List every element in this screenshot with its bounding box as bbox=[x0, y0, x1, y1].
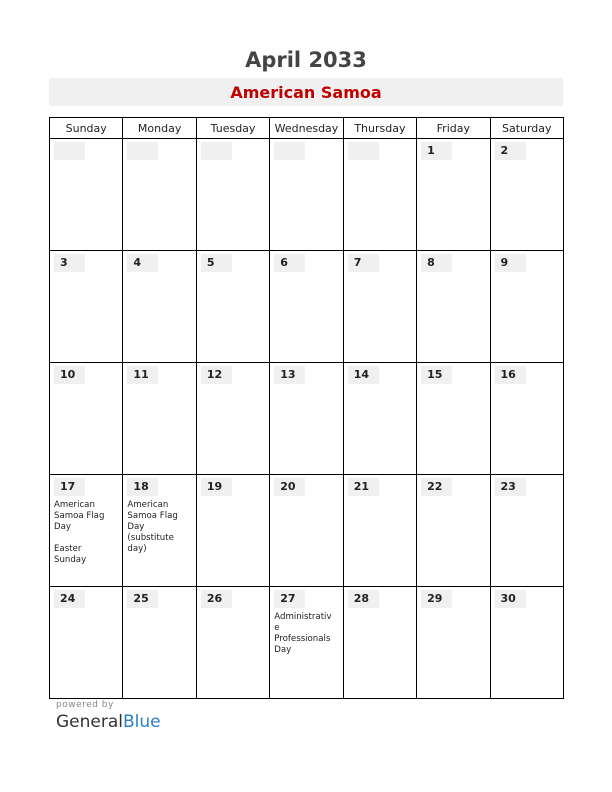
holiday-list bbox=[127, 500, 195, 555]
day-number bbox=[274, 142, 305, 160]
weekday-sunday: Sunday bbox=[50, 118, 123, 139]
day-cell[interactable] bbox=[270, 475, 343, 587]
weekday-header-row bbox=[50, 118, 564, 139]
day-number: 15 bbox=[421, 366, 452, 384]
holiday-label: Administrative Professionals Day bbox=[274, 612, 332, 655]
holiday-label: American Samoa Flag Day (substitute day) bbox=[127, 500, 178, 554]
day-number: 26 bbox=[201, 590, 232, 608]
day-cell[interactable] bbox=[270, 139, 343, 251]
week-row bbox=[50, 475, 564, 587]
day-number: 14 bbox=[348, 366, 379, 384]
weekday-wednesday: Wednesday bbox=[270, 118, 343, 139]
day-cell[interactable] bbox=[343, 475, 416, 587]
day-number: 7 bbox=[348, 254, 379, 272]
weekday-saturday: Saturday bbox=[490, 118, 563, 139]
day-number: 29 bbox=[421, 590, 452, 608]
day-cell[interactable] bbox=[417, 587, 490, 699]
brand-general: General bbox=[56, 712, 123, 732]
day-number: 6 bbox=[274, 254, 305, 272]
day-number: 30 bbox=[495, 590, 526, 608]
day-cell[interactable] bbox=[270, 251, 343, 363]
day-cell[interactable] bbox=[490, 139, 563, 251]
day-number bbox=[54, 142, 85, 160]
day-number: 13 bbox=[274, 366, 305, 384]
calendar-grid bbox=[49, 117, 564, 699]
day-number: 2 bbox=[495, 142, 526, 160]
day-number: 12 bbox=[201, 366, 232, 384]
day-cell[interactable] bbox=[123, 139, 196, 251]
day-number: 20 bbox=[274, 478, 305, 496]
day-cell[interactable] bbox=[196, 475, 269, 587]
day-cell[interactable] bbox=[123, 587, 196, 699]
day-number: 3 bbox=[54, 254, 85, 272]
day-cell[interactable] bbox=[417, 475, 490, 587]
day-cell[interactable] bbox=[490, 251, 563, 363]
holiday-label: Easter Sunday bbox=[54, 544, 87, 565]
day-cell[interactable] bbox=[123, 363, 196, 475]
day-number: 27 bbox=[274, 590, 305, 608]
day-number: 17 bbox=[54, 478, 85, 496]
day-cell[interactable] bbox=[123, 475, 196, 587]
day-cell[interactable] bbox=[50, 475, 123, 587]
weekday-monday: Monday bbox=[123, 118, 196, 139]
brand-blue: Blue bbox=[123, 712, 161, 732]
day-number: 4 bbox=[127, 254, 158, 272]
region-banner bbox=[49, 78, 563, 106]
day-number: 1 bbox=[421, 142, 452, 160]
weekday-tuesday: Tuesday bbox=[196, 118, 269, 139]
day-cell[interactable] bbox=[196, 363, 269, 475]
day-number: 10 bbox=[54, 366, 85, 384]
day-cell[interactable] bbox=[50, 251, 123, 363]
holiday-list bbox=[54, 500, 122, 566]
day-cell[interactable] bbox=[196, 587, 269, 699]
day-cell[interactable] bbox=[270, 587, 343, 699]
day-cell[interactable] bbox=[196, 139, 269, 251]
day-number: 23 bbox=[495, 478, 526, 496]
day-cell[interactable] bbox=[490, 363, 563, 475]
day-number: 5 bbox=[201, 254, 232, 272]
day-number: 8 bbox=[421, 254, 452, 272]
day-number: 11 bbox=[127, 366, 158, 384]
week-row bbox=[50, 139, 564, 251]
day-number: 18 bbox=[127, 478, 158, 496]
day-number: 24 bbox=[54, 590, 85, 608]
weekday-thursday: Thursday bbox=[343, 118, 416, 139]
day-cell[interactable] bbox=[417, 251, 490, 363]
weekday-friday: Friday bbox=[417, 118, 490, 139]
footer-branding bbox=[56, 700, 161, 732]
day-number: 16 bbox=[495, 366, 526, 384]
powered-by-text: powered by bbox=[56, 700, 114, 710]
day-cell[interactable] bbox=[343, 363, 416, 475]
week-row bbox=[50, 251, 564, 363]
day-cell[interactable] bbox=[417, 139, 490, 251]
day-number: 22 bbox=[421, 478, 452, 496]
generalblue-logo[interactable] bbox=[56, 712, 161, 732]
day-number bbox=[201, 142, 232, 160]
day-cell[interactable] bbox=[343, 251, 416, 363]
day-cell[interactable] bbox=[270, 363, 343, 475]
day-cell[interactable] bbox=[123, 251, 196, 363]
day-number: 25 bbox=[127, 590, 158, 608]
day-number: 9 bbox=[495, 254, 526, 272]
day-cell[interactable] bbox=[490, 475, 563, 587]
holiday-list bbox=[274, 612, 342, 656]
day-cell[interactable] bbox=[196, 251, 269, 363]
day-cell[interactable] bbox=[50, 587, 123, 699]
day-cell[interactable] bbox=[490, 587, 563, 699]
day-cell[interactable] bbox=[50, 139, 123, 251]
day-number: 19 bbox=[201, 478, 232, 496]
day-cell[interactable] bbox=[343, 139, 416, 251]
day-cell[interactable] bbox=[50, 363, 123, 475]
day-cell[interactable] bbox=[417, 363, 490, 475]
day-number bbox=[348, 142, 379, 160]
region-name: American Samoa bbox=[230, 83, 382, 102]
page-title: April 2033 bbox=[245, 48, 367, 72]
week-row bbox=[50, 363, 564, 475]
day-number bbox=[127, 142, 158, 160]
day-cell[interactable] bbox=[343, 587, 416, 699]
week-row bbox=[50, 587, 564, 699]
day-number: 21 bbox=[348, 478, 379, 496]
holiday-label: American Samoa Flag Day bbox=[54, 500, 105, 532]
day-number: 28 bbox=[348, 590, 379, 608]
